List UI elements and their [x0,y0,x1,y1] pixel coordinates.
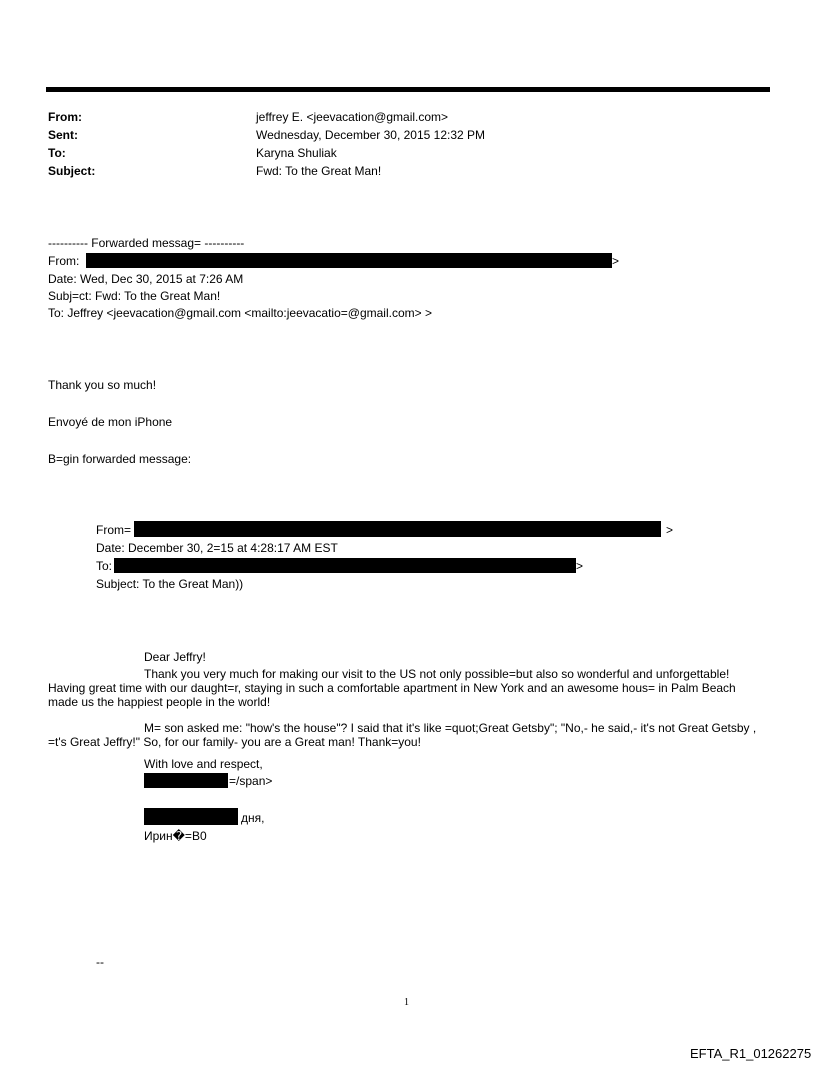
forward1-date: Date: Wed, Dec 30, 2015 at 7:26 AM [48,272,244,286]
letter-greeting: Dear Jeffry! [144,650,206,664]
header-to-value: Karyna Shuliak [256,146,337,160]
header-to-label: To: [48,146,66,160]
letter-paragraph-1 [48,667,760,709]
letter-span-tail: =/span> [229,774,273,788]
letter-day-word: дня, [241,811,265,825]
reply-thanks: Thank you so much! [48,378,157,392]
letter-paragraph-2-text: M= son asked me: "how's the house"? I said that it's like =quot;Great Getsby"; "No,- he said,- it's not Great Getsby , =t's Great Jeffry!" So, for our family- you are a Great man! Thank=you! [48,721,757,749]
header-rule [46,87,770,92]
forward2-from-end: > [666,523,674,537]
forward1-subject: Subj=ct: Fwd: To the Great Man! [48,289,221,303]
header-subject-value: Fwd: To the Great Man! [256,164,382,178]
forward2-date: Date: December 30, 2=15 at 4:28:17 AM EST [96,541,338,555]
forward2-to-label: To: [96,559,113,573]
redaction-bar [114,558,576,573]
page-number: 1 [404,997,409,1008]
forward1-from-label: From: [48,254,80,268]
bates-number: EFTA_R1_01262275 [690,1046,812,1061]
signature-dashes: -- [96,955,104,969]
forward2-from-label: From= [96,523,132,537]
header-sent-label: Sent: [48,128,78,142]
letter-closing: With love and respect, [144,757,263,771]
forward1-to: To: Jeffrey <jeevacation@gmail.com <mailto:jeevacatio=@gmail.com> > [48,306,432,320]
header-sent-value: Wednesday, December 30, 2015 12:32 PM [256,128,486,142]
reply-begin-forward: B=gin forwarded message: [48,452,192,466]
forward2-subject: Subject: To the Great Man)) [96,577,244,591]
header-from-value: jeffrey E. <jeevacation@gmail.com> [256,110,449,124]
redaction-bar [144,808,238,825]
redaction-bar [86,253,612,268]
header-subject-label: Subject: [48,164,96,178]
header-from-label: From: [48,110,82,124]
forward1-from-end: > [612,254,620,268]
reply-sent-from: Envoyé de mon iPhone [48,415,173,429]
letter-paragraph-1-text: Thank you very much for making our visit to the US not only possible=but also so wonderful and unforgettable! Having great time with our daught=r, staying in such a comfortable apartment in New York and an awesome hous= in Palm Beach made us the happiest people in the world! [48,667,736,709]
forward2-to-end: > [576,559,584,573]
forward1-marker: ---------- Forwarded messag= ---------- [48,236,245,250]
redaction-bar [134,521,661,537]
letter-signature: Ирин�=B0 [144,829,207,843]
redaction-bar [144,773,228,788]
letter-paragraph-2 [48,721,760,749]
